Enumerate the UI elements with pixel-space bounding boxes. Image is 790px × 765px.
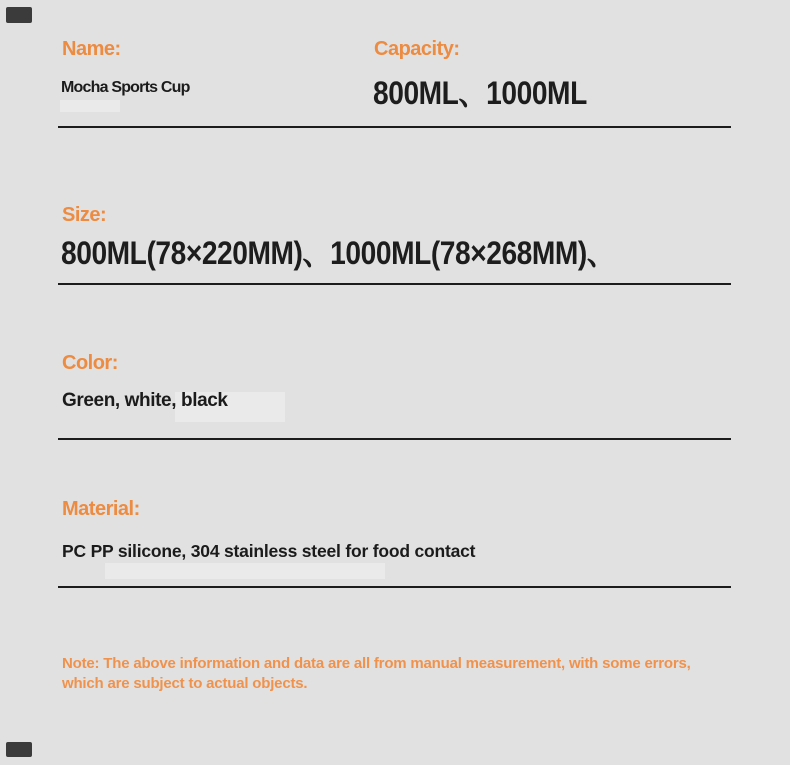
corner-mark-bottom-left (6, 742, 32, 757)
material-value: PC PP silicone, 304 stainless steel for food contact (62, 541, 476, 561)
capacity-label: Capacity: (374, 38, 460, 60)
size-value: 800ML(78×220MM)、1000ML(78×268MM)、 (61, 235, 615, 271)
section-divider (58, 283, 731, 285)
material-label: Material: (62, 498, 140, 520)
corner-mark-top-left (6, 7, 32, 23)
section-divider (58, 126, 731, 128)
overlay-patch (60, 100, 120, 112)
capacity-value: 800ML、1000ML (373, 75, 587, 111)
color-label: Color: (62, 352, 118, 374)
measurement-note: Note: The above information and data are all from manual measurement, with some errors, which are subject to actual objects. (62, 655, 691, 692)
name-label: Name: (62, 38, 121, 60)
size-label: Size: (62, 204, 107, 226)
color-value: Green, white, black (62, 390, 228, 411)
overlay-patch (105, 563, 385, 579)
section-divider (58, 586, 731, 588)
section-divider (58, 438, 731, 440)
name-value: Mocha Sports Cup (61, 79, 190, 96)
